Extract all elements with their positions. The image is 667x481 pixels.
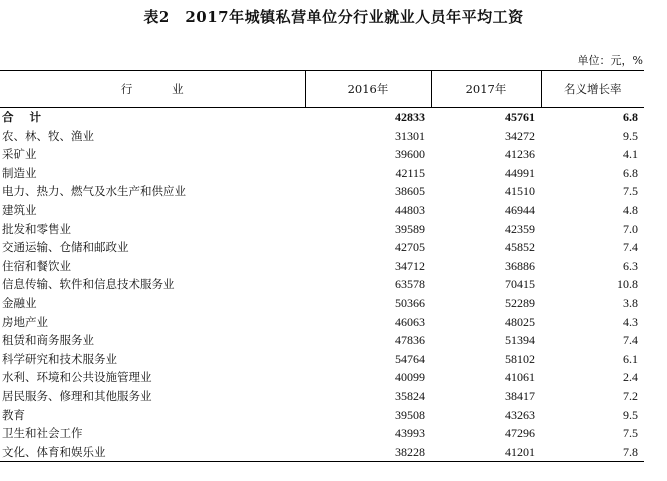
wage-table [0,70,644,462]
growth-cell: 6.1 [623,351,638,366]
value-2016-cell: 47836 [395,333,425,348]
industry-cell: 租赁和商务服务业 [2,333,94,348]
growth-cell: 7.5 [623,426,638,441]
growth-cell: 7.8 [541,443,644,462]
value-2017-cell: 47296 [505,426,535,441]
table-row [0,182,644,201]
table-title: 表2 2017年城镇私营单位分行业就业人员年平均工资 [143,8,524,26]
growth-cell: 9.5 [623,407,638,422]
growth-cell: 7.5 [623,184,638,199]
table-row [0,257,644,276]
table-body [0,108,644,462]
growth-cell: 7.2 [623,388,638,403]
value-2016-cell: 39508 [395,407,425,422]
industry-cell: 住宿和餐饮业 [2,258,71,273]
growth-cell: 7.4 [623,240,638,255]
industry-cell: 居民服务、修理和其他服务业 [2,388,152,403]
value-2017-cell: 70415 [505,277,535,292]
value-2017-cell: 36886 [505,258,535,273]
value-2017-cell: 48025 [505,314,535,329]
header-2017: 2017年 [431,71,541,108]
value-2017-cell: 51394 [505,333,535,348]
table-row [0,424,644,443]
value-2017-cell: 41201 [431,443,541,462]
table-row [0,201,644,220]
value-2016-cell: 35824 [395,388,425,403]
value-2016-cell: 40099 [395,370,425,385]
value-2017-cell: 52289 [505,295,535,310]
value-2017-cell: 43263 [505,407,535,422]
table-row [0,127,644,146]
industry-cell: 采矿业 [2,147,37,162]
header-2016: 2016年 [305,71,431,108]
value-2016-cell: 42705 [395,240,425,255]
value-2016-cell: 38605 [395,184,425,199]
industry-cell: 文化、体育和娱乐业 [0,443,305,462]
value-2017-cell: 42359 [505,221,535,236]
growth-cell: 4.3 [623,314,638,329]
industry-cell: 合 计 [2,110,48,124]
value-2017-cell: 46944 [505,202,535,217]
growth-cell: 9.5 [623,128,638,143]
header-industry: 行 业 [0,71,305,108]
value-2016-cell: 43993 [395,426,425,441]
growth-cell: 6.3 [623,258,638,273]
table-row [0,220,644,239]
value-2017-cell: 41510 [505,184,535,199]
industry-cell: 教育 [2,407,25,422]
value-2017-cell: 34272 [505,128,535,143]
growth-cell: 7.0 [623,221,638,236]
value-2016-cell: 34712 [395,258,425,273]
value-2016-cell: 42833 [395,110,425,124]
value-2016-cell: 31301 [395,128,425,143]
industry-cell: 卫生和社会工作 [2,426,83,441]
value-2017-cell: 58102 [505,351,535,366]
table-row [0,164,644,183]
unit-label: 单位：元，% [577,54,643,67]
value-2017-cell: 41061 [505,370,535,385]
industry-cell: 建筑业 [2,202,37,217]
table-row [0,294,644,313]
table-row [0,350,644,369]
growth-cell: 4.8 [623,202,638,217]
growth-cell: 6.8 [623,110,638,124]
table-row [0,108,644,127]
industry-cell: 信息传输、软件和信息技术服务业 [2,277,175,292]
growth-cell: 3.8 [623,295,638,310]
industry-cell: 房地产业 [2,314,48,329]
growth-cell: 7.4 [623,333,638,348]
value-2017-cell: 45852 [505,240,535,255]
industry-cell: 科学研究和技术服务业 [2,351,117,366]
table-row [0,387,644,406]
value-2016-cell: 39600 [395,147,425,162]
value-2016-cell: 39589 [395,221,425,236]
value-2016-cell: 38228 [305,443,431,462]
table-row [0,145,644,164]
value-2017-cell: 41236 [505,147,535,162]
industry-cell: 交通运输、仓储和邮政业 [2,240,129,255]
value-2017-cell: 44991 [505,165,535,180]
industry-cell: 金融业 [2,295,37,310]
table-row [0,238,644,257]
growth-cell: 6.8 [623,165,638,180]
header-row [0,71,644,108]
growth-cell: 10.8 [617,277,638,292]
table-row [0,275,644,294]
growth-cell: 4.1 [623,147,638,162]
table-row [0,443,644,462]
header-growth: 名义增长率 [541,71,644,108]
table-row [0,406,644,425]
table-row [0,368,644,387]
value-2016-cell: 63578 [395,277,425,292]
industry-cell: 批发和零售业 [2,221,71,236]
industry-cell: 制造业 [2,165,37,180]
industry-cell: 电力、热力、燃气及水生产和供应业 [2,184,186,199]
value-2016-cell: 42115 [395,165,425,180]
table-row [0,313,644,332]
value-2017-cell: 38417 [505,388,535,403]
industry-cell: 农、林、牧、渔业 [2,128,94,143]
value-2017-cell: 45761 [505,110,535,124]
growth-cell: 2.4 [623,370,638,385]
value-2016-cell: 54764 [395,351,425,366]
value-2016-cell: 46063 [395,314,425,329]
value-2016-cell: 50366 [395,295,425,310]
table-row [0,331,644,350]
industry-cell: 水利、环境和公共设施管理业 [2,370,152,385]
value-2016-cell: 44803 [395,202,425,217]
